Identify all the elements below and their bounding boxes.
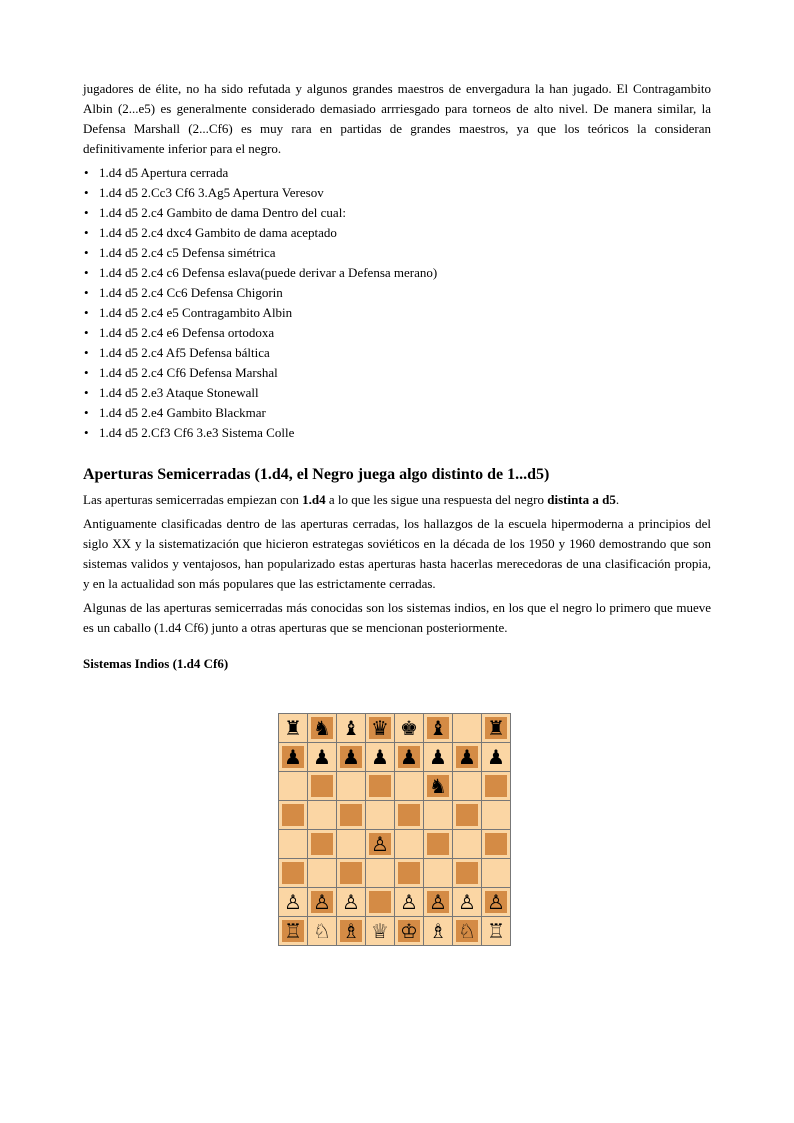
square-h7 [482,743,511,772]
square-e1 [395,917,424,946]
chess-piece-icon: ♞ [311,717,333,739]
square-e4 [395,830,424,859]
bullet-icon: • [84,365,89,380]
bullet-icon: • [84,205,89,220]
square-h4 [482,830,511,859]
chess-board [278,713,511,946]
square-b7 [308,743,337,772]
chess-piece-icon: ♖ [487,919,505,943]
chess-piece-icon: ♛ [369,717,391,739]
square-c1 [337,917,366,946]
chess-piece-icon: ♟ [371,745,389,769]
square-g3 [453,859,482,888]
chess-piece-icon [340,804,362,826]
square-h2 [482,888,511,917]
semi-intro-bold-move: 1.d4 [302,492,326,507]
board-rank-8 [279,714,511,743]
chess-piece-icon: ♜ [284,716,302,740]
list-item-text: 1.d4 d5 2.c4 Cf6 Defensa Marshal [99,365,278,380]
square-h3 [482,859,511,888]
chess-piece-icon [282,862,304,884]
chess-piece-icon [456,804,478,826]
square-d2 [366,888,395,917]
bullet-icon: • [84,165,89,180]
chess-piece-icon [456,717,478,739]
square-f8 [424,714,453,743]
chess-piece-icon: ♝ [427,717,449,739]
board-rank-4 [279,830,511,859]
chess-piece-icon [427,862,449,884]
square-d8 [366,714,395,743]
square-g7 [453,743,482,772]
square-d5 [366,801,395,830]
indian-systems-paragraph: Algunas de las aperturas semicerradas más conocidas son los sistemas indios, en los que el negro lo primero que mueve es un caballo (1.d4 Cf6) junto a otras aperturas que se mencionan posteriormente. [83,600,711,635]
list-item-text: 1.d4 d5 2.c4 c5 Defensa simétrica [99,245,276,260]
chess-piece-icon [485,804,507,826]
square-d3 [366,859,395,888]
chess-piece-icon: ♘ [313,919,331,943]
list-item-text: 1.d4 d5 2.e4 Gambito Blackmar [99,405,266,420]
square-f5 [424,801,453,830]
chess-piece-icon [282,804,304,826]
chess-piece-icon: ♗ [340,920,362,942]
square-f4 [424,830,453,859]
list-item [83,343,711,363]
bullet-icon: • [84,265,89,280]
chess-piece-icon [398,833,420,855]
chess-piece-icon [398,804,420,826]
list-item [83,163,711,183]
board-rank-1 [279,917,511,946]
list-item [83,283,711,303]
list-item-text: 1.d4 d5 2.c4 dxc4 Gambito de dama aceptado [99,225,337,240]
list-item-text: 1.d4 d5 2.c4 e5 Contragambito Albin [99,305,293,320]
square-h5 [482,801,511,830]
square-e2 [395,888,424,917]
board-rank-5 [279,801,511,830]
chess-piece-icon [427,804,449,826]
chess-piece-icon [340,862,362,884]
square-f6 [424,772,453,801]
square-g2 [453,888,482,917]
semi-intro-text-a: Las aperturas semicerradas empiezan con [83,492,303,507]
square-b2 [308,888,337,917]
chess-piece-icon [282,833,304,855]
board-rank-2 [279,888,511,917]
list-item-text: 1.d4 d5 2.c4 e6 Defensa ortodoxa [99,325,275,340]
square-e6 [395,772,424,801]
chess-piece-icon: ♘ [456,920,478,942]
bullet-icon: • [84,305,89,320]
chess-piece-icon: ♟ [282,746,304,768]
chess-piece-icon: ♟ [398,746,420,768]
square-e3 [395,859,424,888]
chess-piece-icon [340,833,362,855]
square-b8 [308,714,337,743]
square-e7 [395,743,424,772]
board-rank-6 [279,772,511,801]
intro-paragraph: jugadores de élite, no ha sido refutada y algunos grandes maestros de envergadura la han jugado. El Contragambito Albin (2...e5) es generalmente considerado demasiado arrriesgado para torneos de alto nivel. De manera similar, la Defensa Marshall (2...Cf6) es muy rara en partidas de grandes maestros, ya que los teóricos la consideran definitivamente inferior para el negro. [83,81,711,156]
chess-diagram [278,713,511,946]
chess-piece-icon: ♜ [485,717,507,739]
chess-piece-icon: ♖ [282,920,304,942]
square-b3 [308,859,337,888]
square-c2 [337,888,366,917]
chess-piece-icon: ♙ [284,890,302,914]
chess-piece-icon [485,862,507,884]
square-a7 [279,743,308,772]
chess-piece-icon [311,775,333,797]
square-b4 [308,830,337,859]
chess-piece-icon: ♟ [456,746,478,768]
square-a6 [279,772,308,801]
list-item [83,383,711,403]
square-f1 [424,917,453,946]
page-content [83,79,711,674]
indian-systems-subheading: Sistemas Indios (1.d4 Cf6) [83,656,229,671]
board-rank-7 [279,743,511,772]
square-c3 [337,859,366,888]
square-h6 [482,772,511,801]
chess-piece-icon [369,891,391,913]
list-item-text: 1.d4 d5 2.Cf3 Cf6 3.e3 Sistema Colle [99,425,295,440]
chess-piece-icon: ♟ [487,745,505,769]
square-d4 [366,830,395,859]
chess-piece-icon: ♕ [371,919,389,943]
square-c7 [337,743,366,772]
square-b5 [308,801,337,830]
list-item [83,263,711,283]
semi-closed-heading: Aperturas Semicerradas (1.d4, el Negro juega algo distinto de 1...d5) [83,466,550,483]
bullet-icon: • [84,245,89,260]
square-c5 [337,801,366,830]
list-item-text: 1.d4 d5 2.c4 Gambito de dama Dentro del cual: [99,205,346,220]
chess-piece-icon [311,862,333,884]
chess-piece-icon [427,833,449,855]
square-a2 [279,888,308,917]
square-a1 [279,917,308,946]
list-item [83,403,711,423]
square-e5 [395,801,424,830]
board-rank-3 [279,859,511,888]
list-item [83,203,711,223]
chess-piece-icon: ♟ [313,745,331,769]
square-g4 [453,830,482,859]
square-c8 [337,714,366,743]
chess-piece-icon [398,862,420,884]
square-a5 [279,801,308,830]
square-g1 [453,917,482,946]
square-b1 [308,917,337,946]
square-f2 [424,888,453,917]
chess-piece-icon: ♙ [369,833,391,855]
closed-openings-list [83,163,711,443]
chess-piece-icon: ♙ [311,891,333,913]
bullet-icon: • [84,405,89,420]
bullet-icon: • [84,325,89,340]
history-paragraph: Antiguamente clasificadas dentro de las aperturas cerradas, los hallazgos de la escuela hipermoderna a principios del siglo XX y la sistematización que hicieron estrategas soviéticos en la década de los 1950 y 1960 demostrando que son sistemas validos y ventajosos, han popularizado estas aperturas hasta hacerlas merecedoras de una clasificación propia, y en la actualidad son más populares que las estrictamente cerradas. [83,516,711,591]
semi-intro-text-e: . [615,492,620,507]
chess-piece-icon: ♟ [340,746,362,768]
chess-piece-icon: ♚ [400,716,418,740]
square-g8 [453,714,482,743]
list-item-text: 1.d4 d5 2.e3 Ataque Stonewall [99,385,259,400]
bullet-icon: • [84,185,89,200]
chess-piece-icon [282,775,304,797]
bullet-icon: • [84,345,89,360]
square-a3 [279,859,308,888]
square-g6 [453,772,482,801]
bullet-icon: • [84,385,89,400]
semi-intro-text-c: a lo que les sigue una respuesta del negro [325,492,548,507]
bullet-icon: • [84,425,89,440]
square-f7 [424,743,453,772]
list-item-text: 1.d4 d5 2.Cc3 Cf6 3.Ag5 Apertura Veresov [99,185,324,200]
chess-piece-icon: ♞ [427,775,449,797]
chess-piece-icon: ♝ [342,716,360,740]
semi-intro-bold-reply: distinta a d5 [547,492,616,507]
square-d1 [366,917,395,946]
list-item-text: 1.d4 d5 2.c4 Cc6 Defensa Chigorin [99,285,283,300]
square-c4 [337,830,366,859]
chess-piece-icon: ♙ [400,890,418,914]
semi-intro-paragraph [83,490,711,510]
list-item-text: 1.d4 d5 2.c4 Af5 Defensa báltica [99,345,270,360]
chess-piece-icon: ♗ [429,919,447,943]
bullet-icon: • [84,285,89,300]
square-b6 [308,772,337,801]
chess-piece-icon: ♔ [398,920,420,942]
list-item [83,223,711,243]
square-e8 [395,714,424,743]
list-item [83,303,711,323]
list-item [83,183,711,203]
square-h1 [482,917,511,946]
chess-piece-icon [485,775,507,797]
chess-piece-icon [311,833,333,855]
chess-piece-icon [456,862,478,884]
list-item-text: 1.d4 d5 2.c4 c6 Defensa eslava(puede derivar a Defensa merano) [99,265,438,280]
list-item [83,423,711,443]
chess-piece-icon: ♙ [427,891,449,913]
chess-piece-icon [369,862,391,884]
chess-piece-icon [369,775,391,797]
list-item [83,363,711,383]
list-item [83,243,711,263]
bullet-icon: • [84,225,89,240]
list-item [83,323,711,343]
square-f3 [424,859,453,888]
chess-piece-icon [369,804,391,826]
chess-piece-icon [340,775,362,797]
chess-piece-icon [398,775,420,797]
square-a4 [279,830,308,859]
chess-piece-icon: ♙ [458,890,476,914]
square-h8 [482,714,511,743]
square-d7 [366,743,395,772]
chess-piece-icon [311,804,333,826]
chess-piece-icon: ♙ [485,891,507,913]
chess-piece-icon [485,833,507,855]
square-d6 [366,772,395,801]
list-item-text: 1.d4 d5 Apertura cerrada [99,165,229,180]
square-c6 [337,772,366,801]
chess-piece-icon [456,833,478,855]
chess-piece-icon: ♙ [342,890,360,914]
chess-piece-icon: ♟ [429,745,447,769]
square-g5 [453,801,482,830]
chess-piece-icon [456,775,478,797]
square-a8 [279,714,308,743]
